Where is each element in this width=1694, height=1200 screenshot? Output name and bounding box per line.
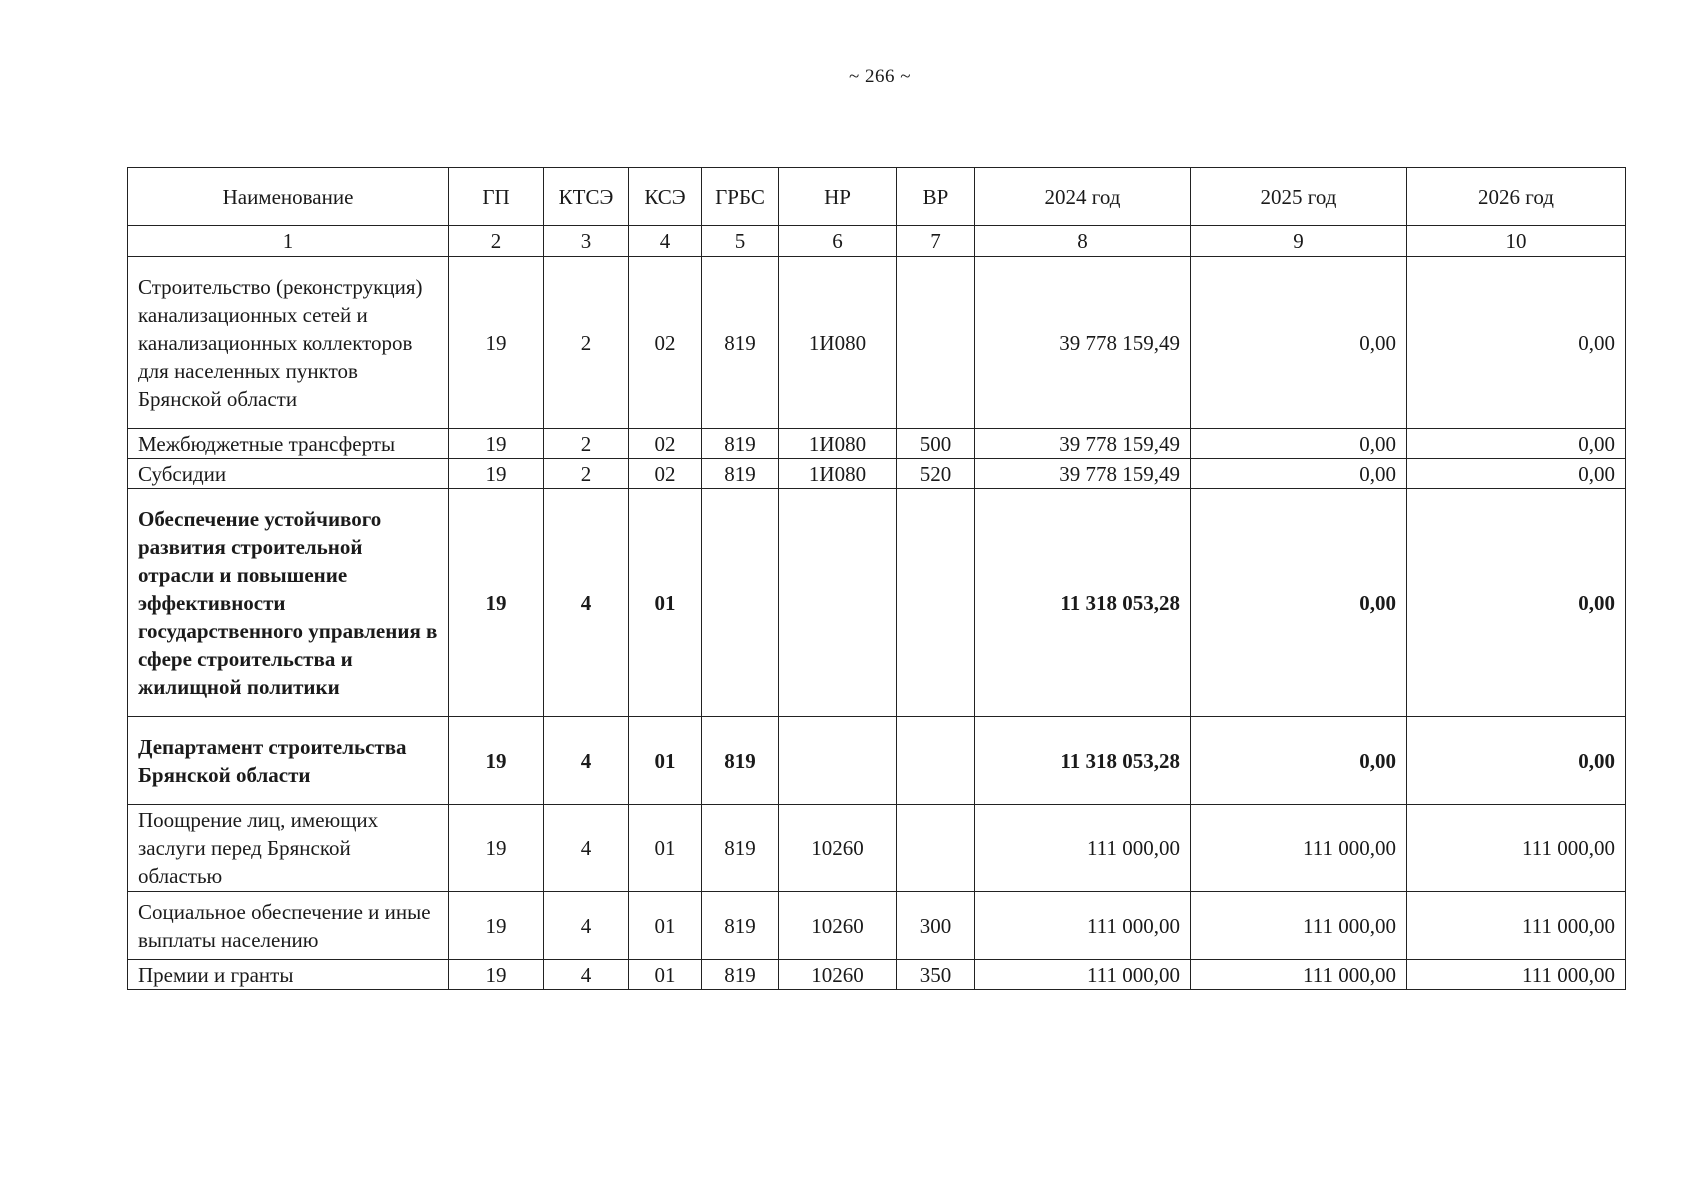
- cell-2025: 111 000,00: [1191, 892, 1407, 960]
- row-name: Департамент строительства Брянской области: [128, 717, 449, 805]
- cell-2025: 111 000,00: [1191, 960, 1407, 990]
- cell-kse: 01: [629, 805, 702, 892]
- header-cell: ГП: [449, 168, 544, 226]
- cell-ktse: 4: [544, 717, 629, 805]
- cell-ktse: 4: [544, 892, 629, 960]
- cell-2024: 39 778 159,49: [975, 257, 1191, 429]
- cell-gp: 19: [449, 717, 544, 805]
- cell-ktse: 2: [544, 459, 629, 489]
- cell-vr: [897, 489, 975, 717]
- header-cell: 2025 год: [1191, 168, 1407, 226]
- table-row: [128, 257, 1626, 429]
- column-number: 4: [629, 226, 702, 257]
- cell-2024: 111 000,00: [975, 805, 1191, 892]
- cell-vr: [897, 257, 975, 429]
- cell-2026: 111 000,00: [1407, 805, 1626, 892]
- table-row: [128, 489, 1626, 717]
- header-cell: КСЭ: [629, 168, 702, 226]
- cell-2024: 11 318 053,28: [975, 489, 1191, 717]
- column-number: 6: [779, 226, 897, 257]
- cell-gp: 19: [449, 805, 544, 892]
- cell-grbs: 819: [702, 429, 779, 459]
- cell-grbs: 819: [702, 459, 779, 489]
- cell-vr: 350: [897, 960, 975, 990]
- cell-ktse: 2: [544, 257, 629, 429]
- column-number: 2: [449, 226, 544, 257]
- cell-vr: [897, 805, 975, 892]
- table-row: [128, 892, 1626, 960]
- header-cell: ВР: [897, 168, 975, 226]
- row-name: Строительство (реконструкция) канализационных сетей и канализационных коллекторов для населенных пунктов Брянской области: [128, 257, 449, 429]
- cell-kse: 01: [629, 960, 702, 990]
- cell-2025: 0,00: [1191, 717, 1407, 805]
- cell-kse: 01: [629, 892, 702, 960]
- column-number: 10: [1407, 226, 1626, 257]
- cell-ktse: 4: [544, 489, 629, 717]
- cell-nr: 10260: [779, 805, 897, 892]
- column-number: 1: [128, 226, 449, 257]
- column-number: 7: [897, 226, 975, 257]
- cell-nr: [779, 489, 897, 717]
- cell-ktse: 4: [544, 960, 629, 990]
- header-cell: 2024 год: [975, 168, 1191, 226]
- table-row: [128, 429, 1626, 459]
- header-cell: 2026 год: [1407, 168, 1626, 226]
- cell-nr: 1И080: [779, 257, 897, 429]
- row-name: Поощрение лиц, имеющих заслуги перед Брянской областью: [128, 805, 449, 892]
- cell-grbs: 819: [702, 892, 779, 960]
- cell-ktse: 2: [544, 429, 629, 459]
- cell-kse: 01: [629, 489, 702, 717]
- cell-2024: 11 318 053,28: [975, 717, 1191, 805]
- column-number: 9: [1191, 226, 1407, 257]
- cell-vr: 520: [897, 459, 975, 489]
- cell-ktse: 4: [544, 805, 629, 892]
- cell-2026: 0,00: [1407, 429, 1626, 459]
- row-name: Социальное обеспечение и иные выплаты населению: [128, 892, 449, 960]
- cell-kse: 01: [629, 717, 702, 805]
- cell-gp: 19: [449, 489, 544, 717]
- column-number: 8: [975, 226, 1191, 257]
- cell-vr: 500: [897, 429, 975, 459]
- cell-kse: 02: [629, 459, 702, 489]
- cell-2026: 0,00: [1407, 257, 1626, 429]
- table-row: [128, 717, 1626, 805]
- header-cell: НР: [779, 168, 897, 226]
- cell-grbs: 819: [702, 805, 779, 892]
- row-name: Премии и гранты: [128, 960, 449, 990]
- table-row: [128, 960, 1626, 990]
- column-number-row: [128, 226, 1626, 257]
- cell-2025: 0,00: [1191, 489, 1407, 717]
- cell-nr: [779, 717, 897, 805]
- cell-2024: 111 000,00: [975, 960, 1191, 990]
- cell-2025: 0,00: [1191, 257, 1407, 429]
- table-row: [128, 805, 1626, 892]
- cell-gp: 19: [449, 429, 544, 459]
- cell-2026: 0,00: [1407, 459, 1626, 489]
- cell-2026: 111 000,00: [1407, 960, 1626, 990]
- cell-grbs: 819: [702, 960, 779, 990]
- cell-gp: 19: [449, 892, 544, 960]
- header-cell: Наименование: [128, 168, 449, 226]
- table-row: [128, 459, 1626, 489]
- cell-nr: 10260: [779, 892, 897, 960]
- row-name: Обеспечение устойчивого развития строительной отрасли и повышение эффективности государственного управления в сфере строительства и жилищной политики: [128, 489, 449, 717]
- budget-table: [127, 167, 1626, 990]
- header-cell: ГРБС: [702, 168, 779, 226]
- cell-kse: 02: [629, 429, 702, 459]
- cell-gp: 19: [449, 257, 544, 429]
- cell-grbs: 819: [702, 717, 779, 805]
- column-number: 5: [702, 226, 779, 257]
- cell-kse: 02: [629, 257, 702, 429]
- row-name: Межбюджетные трансферты: [128, 429, 449, 459]
- cell-2025: 0,00: [1191, 459, 1407, 489]
- cell-nr: 10260: [779, 960, 897, 990]
- header-cell: КТСЭ: [544, 168, 629, 226]
- cell-gp: 19: [449, 459, 544, 489]
- cell-nr: 1И080: [779, 429, 897, 459]
- cell-grbs: 819: [702, 257, 779, 429]
- cell-2024: 39 778 159,49: [975, 459, 1191, 489]
- cell-vr: 300: [897, 892, 975, 960]
- cell-2026: 0,00: [1407, 717, 1626, 805]
- cell-vr: [897, 717, 975, 805]
- cell-2024: 111 000,00: [975, 892, 1191, 960]
- cell-2026: 111 000,00: [1407, 892, 1626, 960]
- cell-2024: 39 778 159,49: [975, 429, 1191, 459]
- header-row: [128, 168, 1626, 226]
- cell-2025: 111 000,00: [1191, 805, 1407, 892]
- cell-gp: 19: [449, 960, 544, 990]
- cell-2026: 0,00: [1407, 489, 1626, 717]
- row-name: Субсидии: [128, 459, 449, 489]
- cell-grbs: [702, 489, 779, 717]
- cell-2025: 0,00: [1191, 429, 1407, 459]
- page-number: ~ 266 ~: [848, 66, 912, 87]
- column-number: 3: [544, 226, 629, 257]
- cell-nr: 1И080: [779, 459, 897, 489]
